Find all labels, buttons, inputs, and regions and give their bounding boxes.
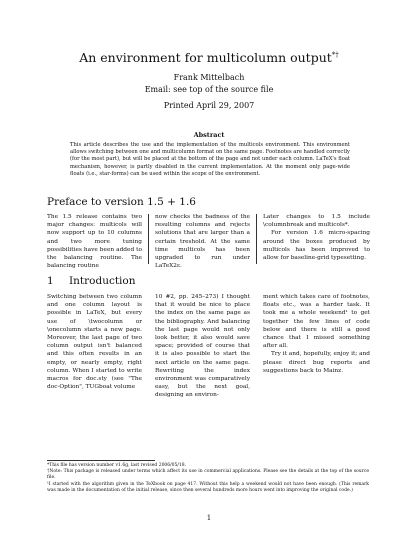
footnotes [47, 463, 369, 494]
intro-column-3 [263, 293, 370, 375]
column-rule [148, 214, 149, 264]
title-footnote-marks: *† [331, 50, 339, 59]
intro-column-1: Switching between two column and one column layout is possible in LaTeX, but every use of \twocolumn or \onecolumn starts a new page. Moreover, the last page of two column output isn't balanced and this often results in an empty, or nearly empty, right column. When I started to write macros for doc.sty (see "The doc-Option", TUGboat volume [47, 294, 142, 391]
section-number: 1 [47, 275, 54, 287]
author-email: Email: see top of the source file [144, 85, 274, 94]
preface-column-3 [263, 213, 370, 262]
section-title: Introduction [69, 275, 136, 287]
introduction-heading [47, 275, 136, 287]
preface-heading: Preface to version 1.5 + 1.6 [47, 196, 196, 208]
paper-title [0, 50, 418, 65]
intro-column-3-para-1: ment which takes care of footnotes, floats etc., was a harder task. It took me a whole weekend¹ to get together the few lines of code below and there is still a good chance that I missed something after all. [263, 294, 370, 350]
abstract-text: This article describes the use and the implementation of the multicols environment. This environment allows switching between one and multicolumn format on the same page. Footnotes are handled correctly (for the most part), but will be placed at the bottom of the page and not under each column. LaTeX's float mechanism, however, is partly disabled in the current implementation. At the moment only page-wide floats (i.e., star-forms) can be used within the scope of the environment. [70, 142, 350, 177]
intro-column-2: 10 #2, pp. 245–273) I thought that it would be nice to place the index on the same page as the bibliography. And balancing the last page would not only look better, it also would save space; provided of course that it is also possible to start the next article on the same page. Rewriting the index environment was comparatively easy, but the next goal, designing an environ- [155, 294, 250, 399]
preface-column-3-para-2: For version 1.6 micro-spacing around the boxes produced by multicols has been improved to allow for baseline-grid typesetting. [263, 230, 370, 262]
title-text: An environment for multicolumn output [79, 50, 332, 65]
column-rule [256, 214, 257, 264]
footnote-1: *This file has version number v1.6g, last revised 2006/05/18. [47, 463, 187, 468]
footnote-rule [47, 460, 155, 461]
page-number: 1 [206, 514, 212, 522]
preface-column-3-para-1: Later changes to 1.5 include \columnbreak and multicols*. [263, 214, 370, 229]
preface-column-1: The 1.5 release contains two major changes: multicols will now support up to 10 columns and two more tuning possibilities have been added to the balancing routine. The balancing routine [47, 214, 142, 270]
intro-column-3-para-2: Try it and, hopefully, enjoy it; and please direct bug reports and suggestions back to Mainz. [263, 351, 370, 374]
author-name: Frank Mittelbach [173, 73, 245, 82]
footnote-3: ¹I started with the algorithm given in the TeXbook on page 417. Without this help a weekend would not have been enough. (This remark was made in the documentation of the initial release, since then several hundreds more hours went into improving the original code.) [47, 481, 369, 493]
preface-column-2: now checks the badness of the resulting columns and rejects solutions that are larger than a certain treshold. At the same time multicols has been upgraded to run under LaTeX2ε. [155, 214, 250, 270]
print-date: Printed April 29, 2007 [163, 101, 255, 110]
footnote-2: †Note: This package is released under terms which affect its use in commercial applications. Please see the details at the top of the source file. [47, 469, 369, 481]
abstract-heading: Abstract [193, 131, 225, 139]
